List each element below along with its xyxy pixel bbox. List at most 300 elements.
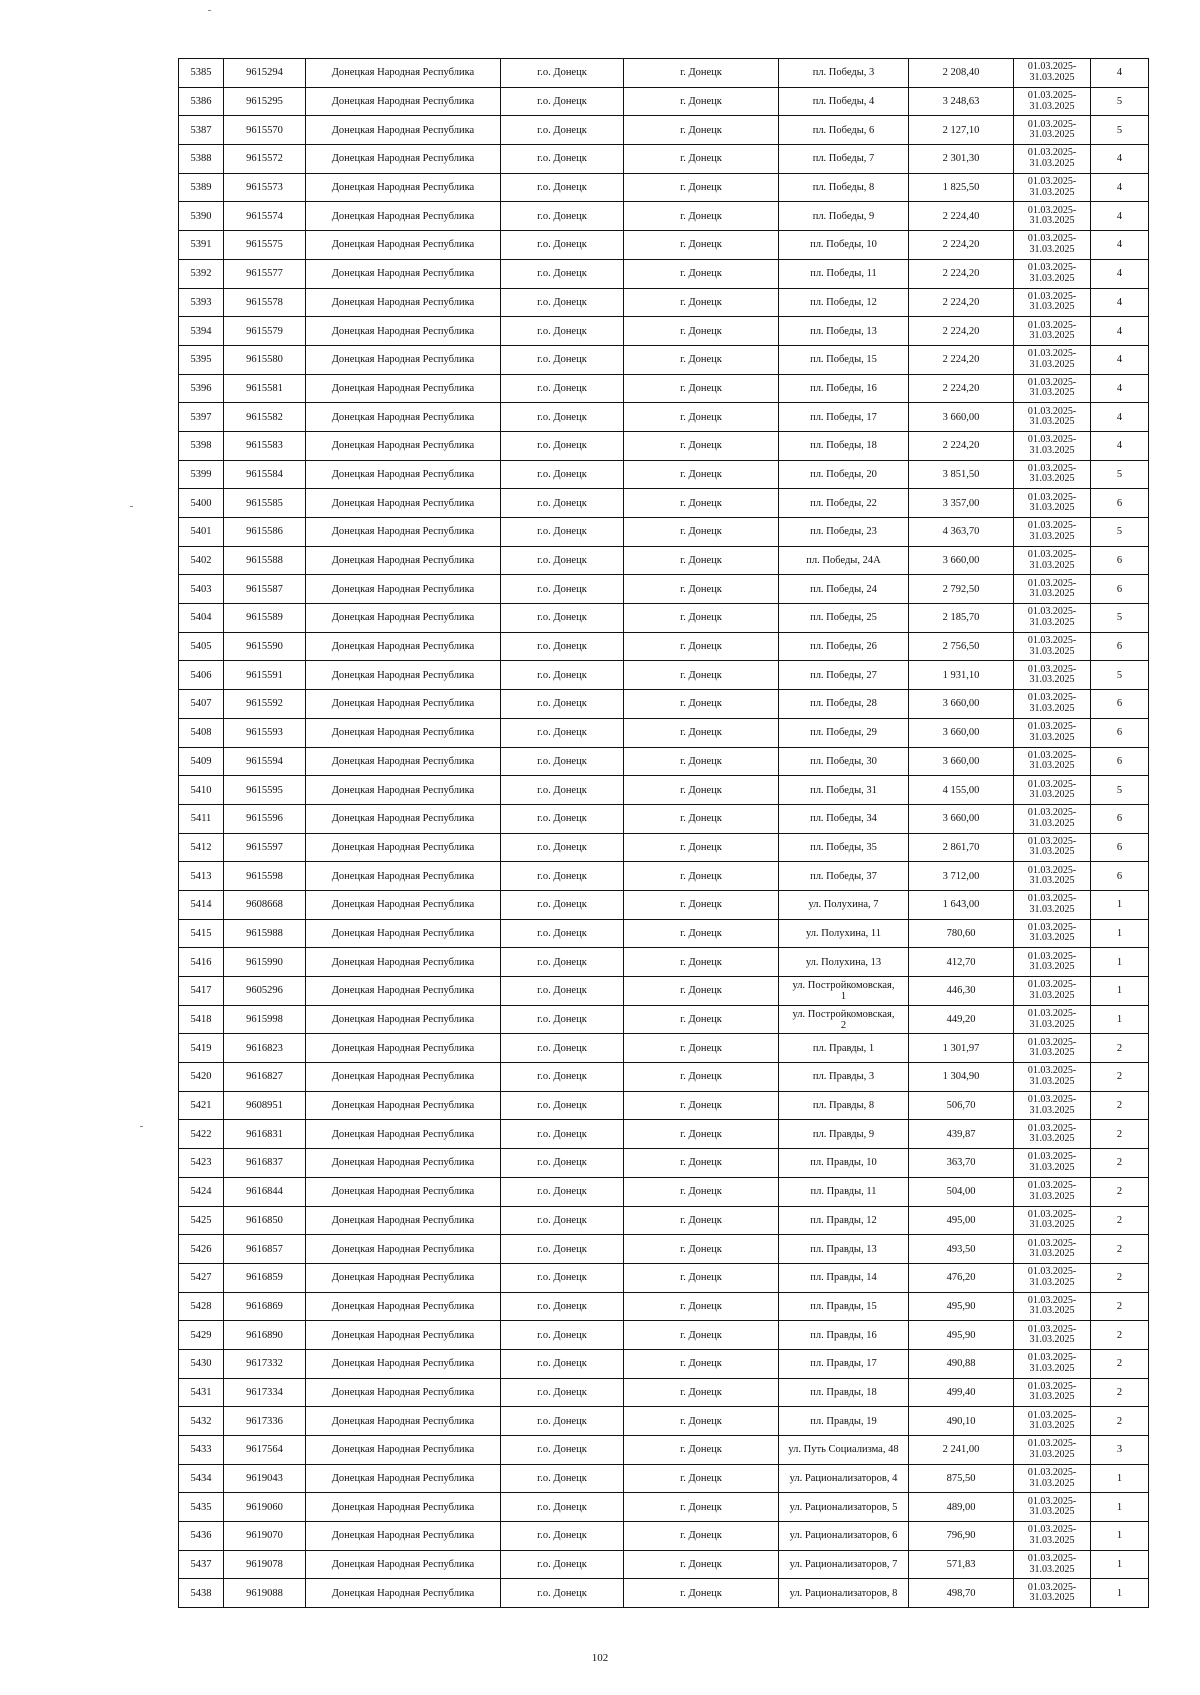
row-number-cell: 5395 [179, 345, 224, 374]
city-cell: г. Донецк [624, 1349, 779, 1378]
district-cell: г.о. Донецк [501, 948, 624, 977]
city-cell: г. Донецк [624, 776, 779, 805]
table-row [179, 1005, 1149, 1034]
row-number-cell: 5420 [179, 1063, 224, 1092]
city-cell: г. Донецк [624, 1263, 779, 1292]
area-cell: 3 248,63 [909, 87, 1014, 116]
address-cell: пл. Победы, 13 [779, 317, 909, 346]
district-cell: г.о. Донецк [501, 1407, 624, 1436]
city-cell: г. Донецк [624, 690, 779, 719]
row-number-cell: 5435 [179, 1493, 224, 1522]
district-cell: г.о. Донецк [501, 604, 624, 633]
object-code-cell: 9615988 [224, 919, 306, 948]
address-cell: пл. Победы, 31 [779, 776, 909, 805]
address-cell: пл. Правды, 8 [779, 1091, 909, 1120]
area-cell: 504,00 [909, 1177, 1014, 1206]
object-code-cell: 9616859 [224, 1263, 306, 1292]
object-code-cell: 9615294 [224, 59, 306, 88]
city-cell: г. Донецк [624, 862, 779, 891]
object-code-cell: 9615594 [224, 747, 306, 776]
object-code-cell: 9619060 [224, 1493, 306, 1522]
count-cell: 4 [1091, 173, 1149, 202]
period-cell: 01.03.2025- 31.03.2025 [1014, 518, 1091, 547]
table-row [179, 1063, 1149, 1092]
address-cell: ул. Полухина, 11 [779, 919, 909, 948]
city-cell: г. Донецк [624, 145, 779, 174]
district-cell: г.о. Донецк [501, 1263, 624, 1292]
region-cell: Донецкая Народная Республика [306, 374, 501, 403]
district-cell: г.о. Донецк [501, 403, 624, 432]
area-cell: 1 304,90 [909, 1063, 1014, 1092]
district-cell: г.о. Донецк [501, 345, 624, 374]
city-cell: г. Донецк [624, 632, 779, 661]
object-code-cell: 9605296 [224, 977, 306, 1006]
row-number-cell: 5431 [179, 1378, 224, 1407]
period-cell: 01.03.2025- 31.03.2025 [1014, 1378, 1091, 1407]
area-cell: 489,00 [909, 1493, 1014, 1522]
period-cell: 01.03.2025- 31.03.2025 [1014, 948, 1091, 977]
city-cell: г. Донецк [624, 1005, 779, 1034]
district-cell: г.о. Донецк [501, 1321, 624, 1350]
period-cell: 01.03.2025- 31.03.2025 [1014, 173, 1091, 202]
count-cell: 5 [1091, 776, 1149, 805]
address-cell: пл. Победы, 12 [779, 288, 909, 317]
table-row [179, 1206, 1149, 1235]
region-cell: Донецкая Народная Республика [306, 948, 501, 977]
address-cell: пл. Победы, 15 [779, 345, 909, 374]
region-cell: Донецкая Народная Республика [306, 1063, 501, 1092]
count-cell: 6 [1091, 862, 1149, 891]
count-cell: 6 [1091, 575, 1149, 604]
region-cell: Донецкая Народная Республика [306, 1349, 501, 1378]
city-cell: г. Донецк [624, 1378, 779, 1407]
count-cell: 1 [1091, 1005, 1149, 1034]
period-cell: 01.03.2025- 31.03.2025 [1014, 87, 1091, 116]
row-number-cell: 5414 [179, 890, 224, 919]
count-cell: 5 [1091, 604, 1149, 633]
period-cell: 01.03.2025- 31.03.2025 [1014, 661, 1091, 690]
area-cell: 1 825,50 [909, 173, 1014, 202]
address-cell: пл. Победы, 26 [779, 632, 909, 661]
count-cell: 1 [1091, 890, 1149, 919]
count-cell: 4 [1091, 317, 1149, 346]
region-cell: Донецкая Народная Республика [306, 1005, 501, 1034]
district-cell: г.о. Донецк [501, 919, 624, 948]
district-cell: г.о. Донецк [501, 890, 624, 919]
table-row [179, 116, 1149, 145]
region-cell: Донецкая Народная Республика [306, 1522, 501, 1551]
city-cell: г. Донецк [624, 288, 779, 317]
address-cell: пл. Победы, 18 [779, 431, 909, 460]
row-number-cell: 5407 [179, 690, 224, 719]
object-code-cell: 9616837 [224, 1149, 306, 1178]
period-cell: 01.03.2025- 31.03.2025 [1014, 1235, 1091, 1264]
table-row [179, 833, 1149, 862]
table-row [179, 403, 1149, 432]
address-cell: пл. Победы, 17 [779, 403, 909, 432]
count-cell: 1 [1091, 919, 1149, 948]
period-cell: 01.03.2025- 31.03.2025 [1014, 1149, 1091, 1178]
table-row [179, 1149, 1149, 1178]
area-cell: 3 712,00 [909, 862, 1014, 891]
region-cell: Донецкая Народная Республика [306, 977, 501, 1006]
period-cell: 01.03.2025- 31.03.2025 [1014, 460, 1091, 489]
city-cell: г. Донецк [624, 1177, 779, 1206]
object-code-cell: 9619088 [224, 1579, 306, 1608]
table-row [179, 1235, 1149, 1264]
district-cell: г.о. Донецк [501, 1292, 624, 1321]
area-cell: 796,90 [909, 1522, 1014, 1551]
table-row [179, 202, 1149, 231]
region-cell: Донецкая Народная Республика [306, 604, 501, 633]
district-cell: г.о. Донецк [501, 1378, 624, 1407]
object-code-cell: 9616823 [224, 1034, 306, 1063]
area-cell: 2 224,20 [909, 317, 1014, 346]
region-cell: Донецкая Народная Республика [306, 1292, 501, 1321]
count-cell: 2 [1091, 1063, 1149, 1092]
address-cell: пл. Правды, 12 [779, 1206, 909, 1235]
region-cell: Донецкая Народная Республика [306, 661, 501, 690]
region-cell: Донецкая Народная Республика [306, 690, 501, 719]
object-code-cell: 9615584 [224, 460, 306, 489]
district-cell: г.о. Донецк [501, 1063, 624, 1092]
district-cell: г.о. Донецк [501, 1120, 624, 1149]
period-cell: 01.03.2025- 31.03.2025 [1014, 374, 1091, 403]
district-cell: г.о. Донецк [501, 575, 624, 604]
count-cell: 4 [1091, 288, 1149, 317]
row-number-cell: 5428 [179, 1292, 224, 1321]
count-cell: 6 [1091, 690, 1149, 719]
city-cell: г. Донецк [624, 977, 779, 1006]
table-row [179, 1120, 1149, 1149]
district-cell: г.о. Донецк [501, 862, 624, 891]
city-cell: г. Донецк [624, 374, 779, 403]
city-cell: г. Донецк [624, 202, 779, 231]
city-cell: г. Донецк [624, 1235, 779, 1264]
region-cell: Донецкая Народная Республика [306, 1034, 501, 1063]
region-cell: Донецкая Народная Республика [306, 518, 501, 547]
row-number-cell: 5408 [179, 718, 224, 747]
object-code-cell: 9615585 [224, 489, 306, 518]
count-cell: 6 [1091, 632, 1149, 661]
row-number-cell: 5389 [179, 173, 224, 202]
city-cell: г. Донецк [624, 87, 779, 116]
object-code-cell: 9615583 [224, 431, 306, 460]
city-cell: г. Донецк [624, 1149, 779, 1178]
count-cell: 2 [1091, 1263, 1149, 1292]
area-cell: 2 224,20 [909, 374, 1014, 403]
address-cell: пл. Победы, 24 [779, 575, 909, 604]
district-cell: г.о. Донецк [501, 87, 624, 116]
count-cell: 5 [1091, 518, 1149, 547]
address-cell: пл. Победы, 22 [779, 489, 909, 518]
address-cell: пл. Победы, 28 [779, 690, 909, 719]
city-cell: г. Донецк [624, 489, 779, 518]
count-cell: 2 [1091, 1378, 1149, 1407]
district-cell: г.о. Донецк [501, 833, 624, 862]
district-cell: г.о. Донецк [501, 489, 624, 518]
district-cell: г.о. Донецк [501, 1177, 624, 1206]
city-cell: г. Донецк [624, 890, 779, 919]
object-code-cell: 9617336 [224, 1407, 306, 1436]
row-number-cell: 5405 [179, 632, 224, 661]
district-cell: г.о. Донецк [501, 1091, 624, 1120]
district-cell: г.о. Донецк [501, 1149, 624, 1178]
city-cell: г. Донецк [624, 431, 779, 460]
district-cell: г.о. Донецк [501, 1579, 624, 1608]
object-code-cell: 9615592 [224, 690, 306, 719]
address-cell: пл. Правды, 1 [779, 1034, 909, 1063]
object-code-cell: 9619070 [224, 1522, 306, 1551]
area-cell: 3 660,00 [909, 718, 1014, 747]
area-cell: 412,70 [909, 948, 1014, 977]
row-number-cell: 5385 [179, 59, 224, 88]
city-cell: г. Донецк [624, 116, 779, 145]
table-row [179, 1349, 1149, 1378]
row-number-cell: 5400 [179, 489, 224, 518]
area-cell: 495,90 [909, 1321, 1014, 1350]
table-row [179, 776, 1149, 805]
scan-speck [208, 10, 211, 11]
table-row [179, 1091, 1149, 1120]
object-code-cell: 9608668 [224, 890, 306, 919]
city-cell: г. Донецк [624, 259, 779, 288]
table-row [179, 1034, 1149, 1063]
region-cell: Донецкая Народная Республика [306, 202, 501, 231]
area-cell: 780,60 [909, 919, 1014, 948]
area-cell: 2 224,20 [909, 288, 1014, 317]
city-cell: г. Донецк [624, 1407, 779, 1436]
city-cell: г. Донецк [624, 604, 779, 633]
count-cell: 2 [1091, 1149, 1149, 1178]
row-number-cell: 5430 [179, 1349, 224, 1378]
row-number-cell: 5391 [179, 231, 224, 260]
period-cell: 01.03.2025- 31.03.2025 [1014, 604, 1091, 633]
count-cell: 4 [1091, 231, 1149, 260]
object-code-cell: 9615598 [224, 862, 306, 891]
row-number-cell: 5425 [179, 1206, 224, 1235]
count-cell: 4 [1091, 59, 1149, 88]
district-cell: г.о. Донецк [501, 431, 624, 460]
area-cell: 2 224,20 [909, 345, 1014, 374]
row-number-cell: 5398 [179, 431, 224, 460]
row-number-cell: 5416 [179, 948, 224, 977]
object-code-cell: 9615998 [224, 1005, 306, 1034]
object-code-cell: 9616850 [224, 1206, 306, 1235]
period-cell: 01.03.2025- 31.03.2025 [1014, 632, 1091, 661]
table-row [179, 718, 1149, 747]
region-cell: Донецкая Народная Республика [306, 1235, 501, 1264]
district-cell: г.о. Донецк [501, 1034, 624, 1063]
object-code-cell: 9615586 [224, 518, 306, 547]
city-cell: г. Донецк [624, 718, 779, 747]
address-cell: ул. Постройкомовская, 2 [779, 1005, 909, 1034]
table-row [179, 604, 1149, 633]
area-cell: 490,88 [909, 1349, 1014, 1378]
area-cell: 2 224,40 [909, 202, 1014, 231]
period-cell: 01.03.2025- 31.03.2025 [1014, 1579, 1091, 1608]
city-cell: г. Донецк [624, 173, 779, 202]
district-cell: г.о. Донецк [501, 632, 624, 661]
region-cell: Донецкая Народная Республика [306, 1206, 501, 1235]
area-cell: 2 224,20 [909, 231, 1014, 260]
region-cell: Донецкая Народная Республика [306, 804, 501, 833]
region-cell: Донецкая Народная Республика [306, 1464, 501, 1493]
row-number-cell: 5426 [179, 1235, 224, 1264]
row-number-cell: 5392 [179, 259, 224, 288]
district-cell: г.о. Донецк [501, 518, 624, 547]
area-cell: 571,83 [909, 1550, 1014, 1579]
table-row [179, 317, 1149, 346]
region-cell: Донецкая Народная Республика [306, 1263, 501, 1292]
region-cell: Донецкая Народная Республика [306, 1493, 501, 1522]
city-cell: г. Донецк [624, 317, 779, 346]
region-cell: Донецкая Народная Республика [306, 1550, 501, 1579]
address-cell: пл. Победы, 16 [779, 374, 909, 403]
region-cell: Донецкая Народная Республика [306, 1378, 501, 1407]
row-number-cell: 5411 [179, 804, 224, 833]
table-row [179, 288, 1149, 317]
district-cell: г.о. Донецк [501, 116, 624, 145]
address-cell: ул. Рационализаторов, 7 [779, 1550, 909, 1579]
area-cell: 2 185,70 [909, 604, 1014, 633]
region-cell: Донецкая Народная Республика [306, 862, 501, 891]
address-cell: пл. Победы, 7 [779, 145, 909, 174]
count-cell: 2 [1091, 1407, 1149, 1436]
region-cell: Донецкая Народная Республика [306, 59, 501, 88]
table-row [179, 1177, 1149, 1206]
object-code-cell: 9615578 [224, 288, 306, 317]
period-cell: 01.03.2025- 31.03.2025 [1014, 403, 1091, 432]
row-number-cell: 5433 [179, 1436, 224, 1465]
area-cell: 2 241,00 [909, 1436, 1014, 1465]
table-row [179, 59, 1149, 88]
city-cell: г. Донецк [624, 1436, 779, 1465]
region-cell: Донецкая Народная Республика [306, 231, 501, 260]
table-row [179, 345, 1149, 374]
city-cell: г. Донецк [624, 1091, 779, 1120]
period-cell: 01.03.2025- 31.03.2025 [1014, 776, 1091, 805]
object-code-cell: 9615577 [224, 259, 306, 288]
area-cell: 2 127,10 [909, 116, 1014, 145]
city-cell: г. Донецк [624, 1579, 779, 1608]
object-code-cell: 9615588 [224, 546, 306, 575]
district-cell: г.о. Донецк [501, 145, 624, 174]
address-cell: пл. Победы, 10 [779, 231, 909, 260]
count-cell: 1 [1091, 1493, 1149, 1522]
table-row [179, 632, 1149, 661]
period-cell: 01.03.2025- 31.03.2025 [1014, 919, 1091, 948]
area-cell: 4 363,70 [909, 518, 1014, 547]
table-row [179, 919, 1149, 948]
period-cell: 01.03.2025- 31.03.2025 [1014, 1005, 1091, 1034]
object-code-cell: 9615596 [224, 804, 306, 833]
count-cell: 6 [1091, 804, 1149, 833]
district-cell: г.о. Донецк [501, 1550, 624, 1579]
row-number-cell: 5419 [179, 1034, 224, 1063]
table-row [179, 1522, 1149, 1551]
address-cell: пл. Победы, 34 [779, 804, 909, 833]
address-cell: пл. Правды, 3 [779, 1063, 909, 1092]
period-cell: 01.03.2025- 31.03.2025 [1014, 345, 1091, 374]
count-cell: 6 [1091, 718, 1149, 747]
housing-registry-table [178, 58, 1149, 1608]
object-code-cell: 9616869 [224, 1292, 306, 1321]
table-row [179, 546, 1149, 575]
count-cell: 4 [1091, 345, 1149, 374]
object-code-cell: 9619078 [224, 1550, 306, 1579]
count-cell: 5 [1091, 661, 1149, 690]
count-cell: 1 [1091, 977, 1149, 1006]
table-row [179, 460, 1149, 489]
area-cell: 3 660,00 [909, 804, 1014, 833]
table-row [179, 747, 1149, 776]
address-cell: пл. Правды, 13 [779, 1235, 909, 1264]
district-cell: г.о. Донецк [501, 1235, 624, 1264]
count-cell: 4 [1091, 145, 1149, 174]
object-code-cell: 9617564 [224, 1436, 306, 1465]
address-cell: пл. Правды, 18 [779, 1378, 909, 1407]
district-cell: г.о. Донецк [501, 747, 624, 776]
city-cell: г. Донецк [624, 1464, 779, 1493]
table-row [179, 1378, 1149, 1407]
object-code-cell: 9616827 [224, 1063, 306, 1092]
address-cell: пл. Правды, 14 [779, 1263, 909, 1292]
row-number-cell: 5427 [179, 1263, 224, 1292]
row-number-cell: 5390 [179, 202, 224, 231]
city-cell: г. Донецк [624, 575, 779, 604]
count-cell: 3 [1091, 1436, 1149, 1465]
row-number-cell: 5401 [179, 518, 224, 547]
count-cell: 4 [1091, 374, 1149, 403]
address-cell: пл. Победы, 27 [779, 661, 909, 690]
address-cell: пл. Правды, 19 [779, 1407, 909, 1436]
city-cell: г. Донецк [624, 460, 779, 489]
address-cell: пл. Правды, 17 [779, 1349, 909, 1378]
row-number-cell: 5424 [179, 1177, 224, 1206]
count-cell: 2 [1091, 1091, 1149, 1120]
address-cell: пл. Победы, 24А [779, 546, 909, 575]
object-code-cell: 9615575 [224, 231, 306, 260]
object-code-cell: 9616857 [224, 1235, 306, 1264]
area-cell: 2 301,30 [909, 145, 1014, 174]
count-cell: 1 [1091, 1550, 1149, 1579]
table-row [179, 1292, 1149, 1321]
district-cell: г.о. Донецк [501, 1436, 624, 1465]
row-number-cell: 5394 [179, 317, 224, 346]
region-cell: Донецкая Народная Республика [306, 173, 501, 202]
table-row [179, 977, 1149, 1006]
table-row [179, 259, 1149, 288]
area-cell: 446,30 [909, 977, 1014, 1006]
region-cell: Донецкая Народная Республика [306, 87, 501, 116]
table-row [179, 87, 1149, 116]
city-cell: г. Донецк [624, 919, 779, 948]
region-cell: Донецкая Народная Республика [306, 546, 501, 575]
period-cell: 01.03.2025- 31.03.2025 [1014, 833, 1091, 862]
region-cell: Донецкая Народная Республика [306, 431, 501, 460]
region-cell: Донецкая Народная Республика [306, 1321, 501, 1350]
region-cell: Донецкая Народная Республика [306, 1091, 501, 1120]
region-cell: Донецкая Народная Республика [306, 489, 501, 518]
region-cell: Донецкая Народная Республика [306, 776, 501, 805]
count-cell: 2 [1091, 1292, 1149, 1321]
address-cell: пл. Правды, 16 [779, 1321, 909, 1350]
area-cell: 449,20 [909, 1005, 1014, 1034]
region-cell: Донецкая Народная Республика [306, 1436, 501, 1465]
period-cell: 01.03.2025- 31.03.2025 [1014, 1177, 1091, 1206]
address-cell: пл. Правды, 15 [779, 1292, 909, 1321]
